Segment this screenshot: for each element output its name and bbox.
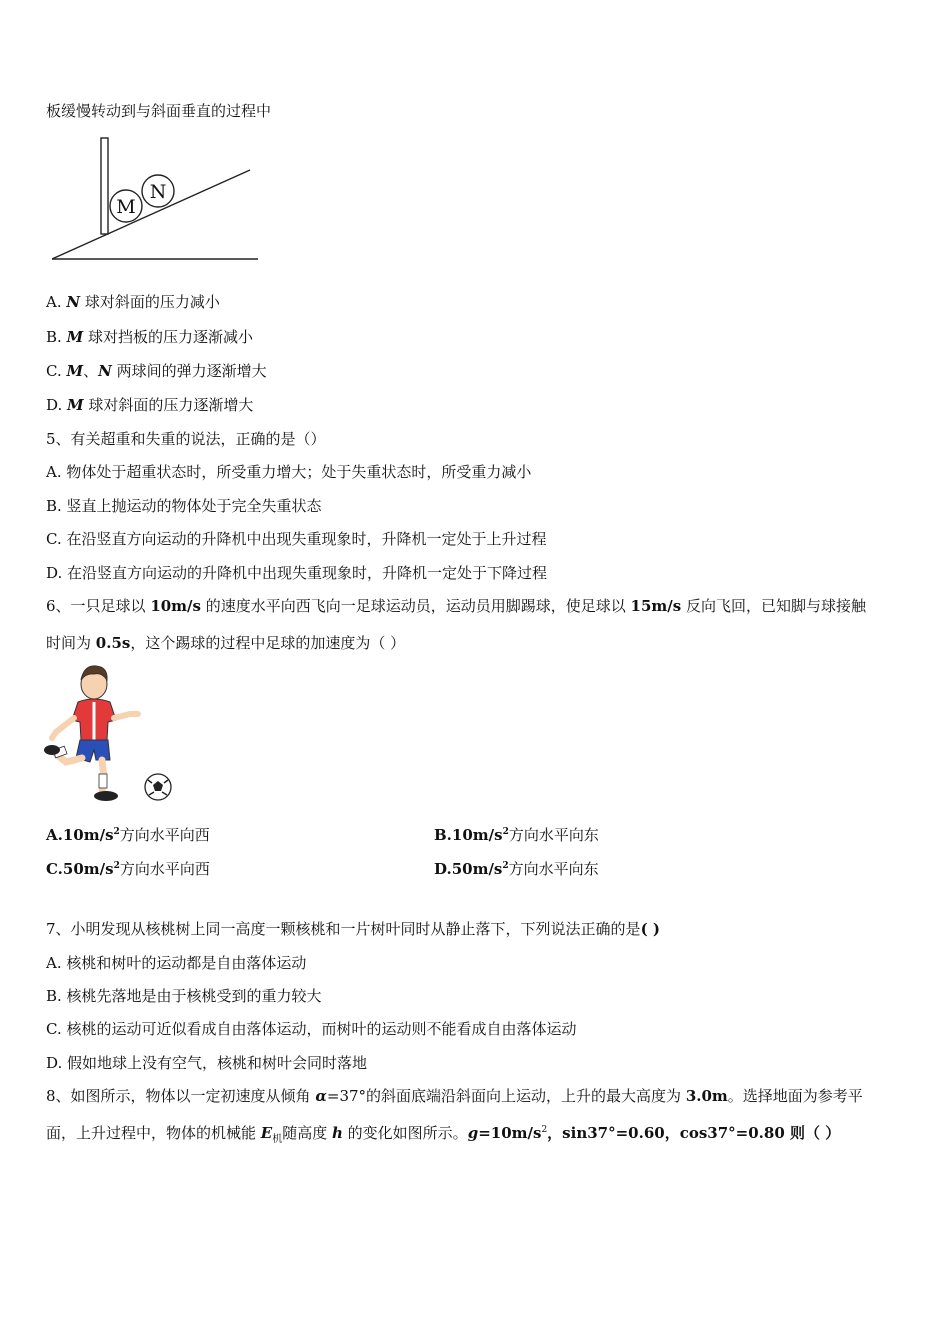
q7-option-b: B. 核桃先落地是由于核桃受到的重力较大 — [46, 987, 322, 1005]
player-back-shoe — [44, 745, 60, 755]
q4-option-d: D. M 球对斜面的压力逐渐增大 — [46, 396, 254, 414]
q8-stem-line2: 面，上升过程中，物体的机械能 $E_机$随高度 h 的变化如图所示。$g=10m/s^2$，sin37°=0.60，cos37°=0.80 则（ ） — [46, 1124, 841, 1145]
q6-stem-line1: 6、一只足球以 10m/s 的速度水平向西飞向一足球运动员，运动员用脚踢球，使足球以 15m/s 反向飞回，已知脚与球接触 — [46, 597, 866, 615]
q5-option-b: B. 竖直上抛运动的物体处于完全失重状态 — [46, 497, 322, 515]
q6-stem-line2: 时间为 0.5s，这个踢球的过程中足球的加速度为（ ） — [46, 634, 406, 652]
q6-soccer-player-figure — [44, 662, 179, 804]
q8-stem-line1: 8、如图所示，物体以一定初速度从倾角 α=37°的斜面底端沿斜面向上运动，上升的最大高度为 3.0m。选择地面为参考平 — [46, 1087, 863, 1105]
q4-option-b: B. M 球对挡板的压力逐渐减小 — [46, 328, 253, 346]
baffle-plate — [101, 138, 108, 234]
q5-stem: 5、有关超重和失重的说法，正确的是（） — [46, 430, 326, 448]
q4-option-c: C. M、N 两球间的弹力逐渐增大 — [46, 362, 267, 380]
ball-m-label: M — [116, 196, 136, 218]
q4-option-a: A. N 球对斜面的压力减小 — [46, 293, 220, 311]
q4-stem-tail: 板缓慢转动到与斜面垂直的过程中 — [46, 102, 272, 120]
q5-option-d: D. 在沿竖直方向运动的升降机中出现失重现象时，升降机一定处于下降过程 — [46, 564, 548, 582]
q6-option-b: $B.10m/s^2$方向水平向东 — [434, 826, 599, 844]
q5-option-a: A. 物体处于超重状态时，所受重力增大；处于失重状态时，所受重力减小 — [46, 463, 532, 481]
q7-option-d: D. 假如地球上没有空气，核桃和树叶会同时落地 — [46, 1054, 368, 1072]
q6-option-c: $C.50m/s^2$方向水平向西 — [46, 860, 210, 878]
player-left-arm — [52, 718, 74, 738]
q7-option-a: A. 核桃和树叶的运动都是自由落体运动 — [46, 954, 307, 972]
player-right-arm — [114, 714, 138, 718]
q7-option-c: C. 核桃的运动可近似看成自由落体运动，而树叶的运动则不能看成自由落体运动 — [46, 1020, 577, 1038]
ball-n-label: N — [149, 181, 167, 203]
q6-option-d: $D.50m/s^2$方向水平向东 — [434, 860, 599, 878]
q7-stem: 7、小明发现从核桃树上同一高度一颗核桃和一片树叶同时从静止落下，下列说法正确的是( ) — [46, 920, 660, 938]
q6-option-a: $A.10m/s^2$方向水平向西 — [46, 826, 210, 844]
q4-incline-figure — [44, 134, 264, 266]
player-front-shoe — [94, 791, 118, 801]
q5-option-c: C. 在沿竖直方向运动的升降机中出现失重现象时，升降机一定处于上升过程 — [46, 530, 547, 548]
